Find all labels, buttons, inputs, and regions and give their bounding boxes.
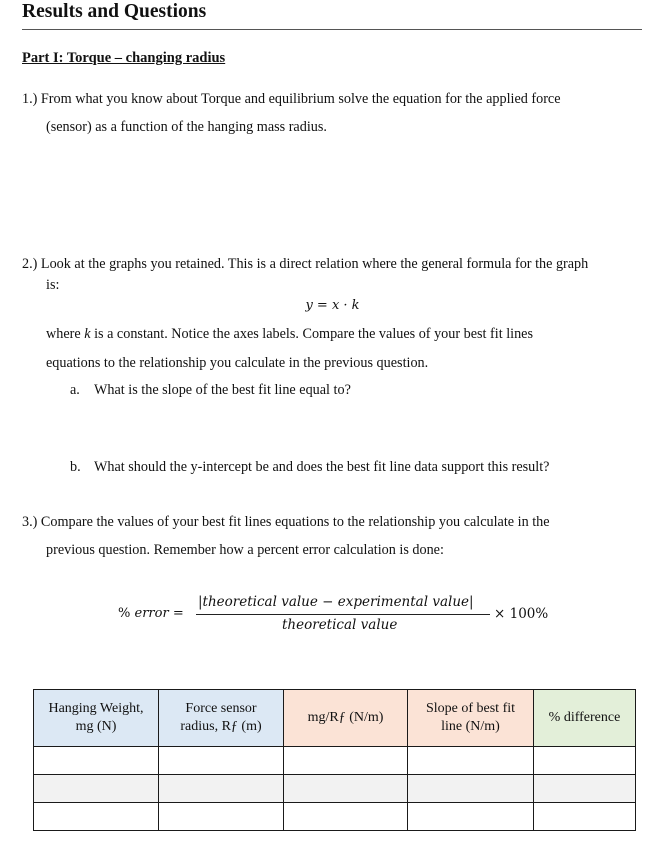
line3-prefix: where — [46, 326, 85, 342]
table-header-row — [34, 690, 636, 747]
line3-suffix: is a constant. Notice the axes labels. Compare the values of your best fit lines — [90, 326, 533, 342]
constant-k: k — [84, 326, 91, 342]
question-1-line-2: (sensor) as a function of the hanging mass radius. — [46, 119, 327, 135]
question-3-line-1: 3.) Compare the values of your best fit lines equations to the relationship you calculate in the — [22, 514, 550, 530]
table-cell[interactable] — [408, 747, 534, 775]
heading-underline-rule — [22, 29, 642, 30]
table-cell[interactable] — [534, 775, 636, 803]
question-2-line-1: 2.) Look at the graphs you retained. This is a direct relation where the general formula for the graph — [22, 256, 589, 272]
equation-text: y = x · k — [305, 298, 360, 313]
question-2b-text: What should the y-intercept be and does the best fit line data support this result? — [94, 459, 550, 475]
table-cell[interactable] — [34, 775, 159, 803]
table-row — [34, 747, 636, 775]
question-2-line-3 — [46, 326, 533, 343]
fraction-bar — [196, 614, 490, 615]
header-percent-difference — [534, 690, 636, 747]
table-cell[interactable] — [284, 803, 408, 831]
error-word: error — [134, 606, 169, 621]
header-line: Force sensor — [185, 701, 257, 716]
question-3-line-2: previous question. Remember how a percent error calculation is done: — [46, 542, 444, 558]
header-hanging-weight — [34, 690, 159, 747]
formula-multiplier: × 100% — [494, 606, 549, 622]
table-cell[interactable] — [534, 803, 636, 831]
question-2-line-4: equations to the relationship you calculate in the previous question. — [46, 355, 429, 371]
question-2b-marker: b. — [70, 459, 81, 475]
table-cell[interactable] — [284, 747, 408, 775]
header-line: Slope of best fit — [425, 701, 516, 716]
table-cell[interactable] — [34, 803, 159, 831]
header-line: line (N/m) — [441, 719, 500, 734]
table-cell[interactable] — [408, 803, 534, 831]
header-line: Hanging Weight, — [48, 701, 144, 716]
table-cell[interactable] — [159, 775, 284, 803]
equals-sign: = — [172, 606, 184, 621]
percent-symbol: % — [118, 606, 131, 621]
table-row — [34, 775, 636, 803]
results-table — [33, 689, 636, 831]
table-cell[interactable] — [408, 775, 534, 803]
question-2a-marker: a. — [70, 382, 80, 398]
header-force-sensor-radius — [159, 690, 284, 747]
formula-denominator: theoretical value — [282, 617, 398, 633]
header-line: radius, Rƒ (m) — [180, 719, 262, 734]
percent-error-label — [118, 606, 184, 621]
table-cell[interactable] — [284, 775, 408, 803]
page-heading: Results and Questions — [22, 1, 207, 22]
table-row — [34, 803, 636, 831]
question-1-line-1: 1.) From what you know about Torque and equilibrium solve the equation for the applied force — [22, 91, 561, 107]
table-cell[interactable] — [34, 747, 159, 775]
part-title: Part I: Torque – changing radius — [22, 50, 226, 66]
header-mg-over-rf — [284, 690, 408, 747]
formula-numerator: |theoretical value − experimental value| — [198, 594, 474, 610]
question-2-line-2: is: — [46, 277, 60, 293]
header-slope-best-fit — [408, 690, 534, 747]
table-cell[interactable] — [534, 747, 636, 775]
direct-relation-equation — [0, 297, 665, 314]
table-cell[interactable] — [159, 747, 284, 775]
header-line: % difference — [548, 710, 621, 725]
question-2a-text: What is the slope of the best fit line equal to? — [94, 382, 351, 398]
header-line: mg/Rƒ (N/m) — [307, 710, 384, 725]
table-cell[interactable] — [159, 803, 284, 831]
header-line: mg (N) — [75, 719, 117, 734]
